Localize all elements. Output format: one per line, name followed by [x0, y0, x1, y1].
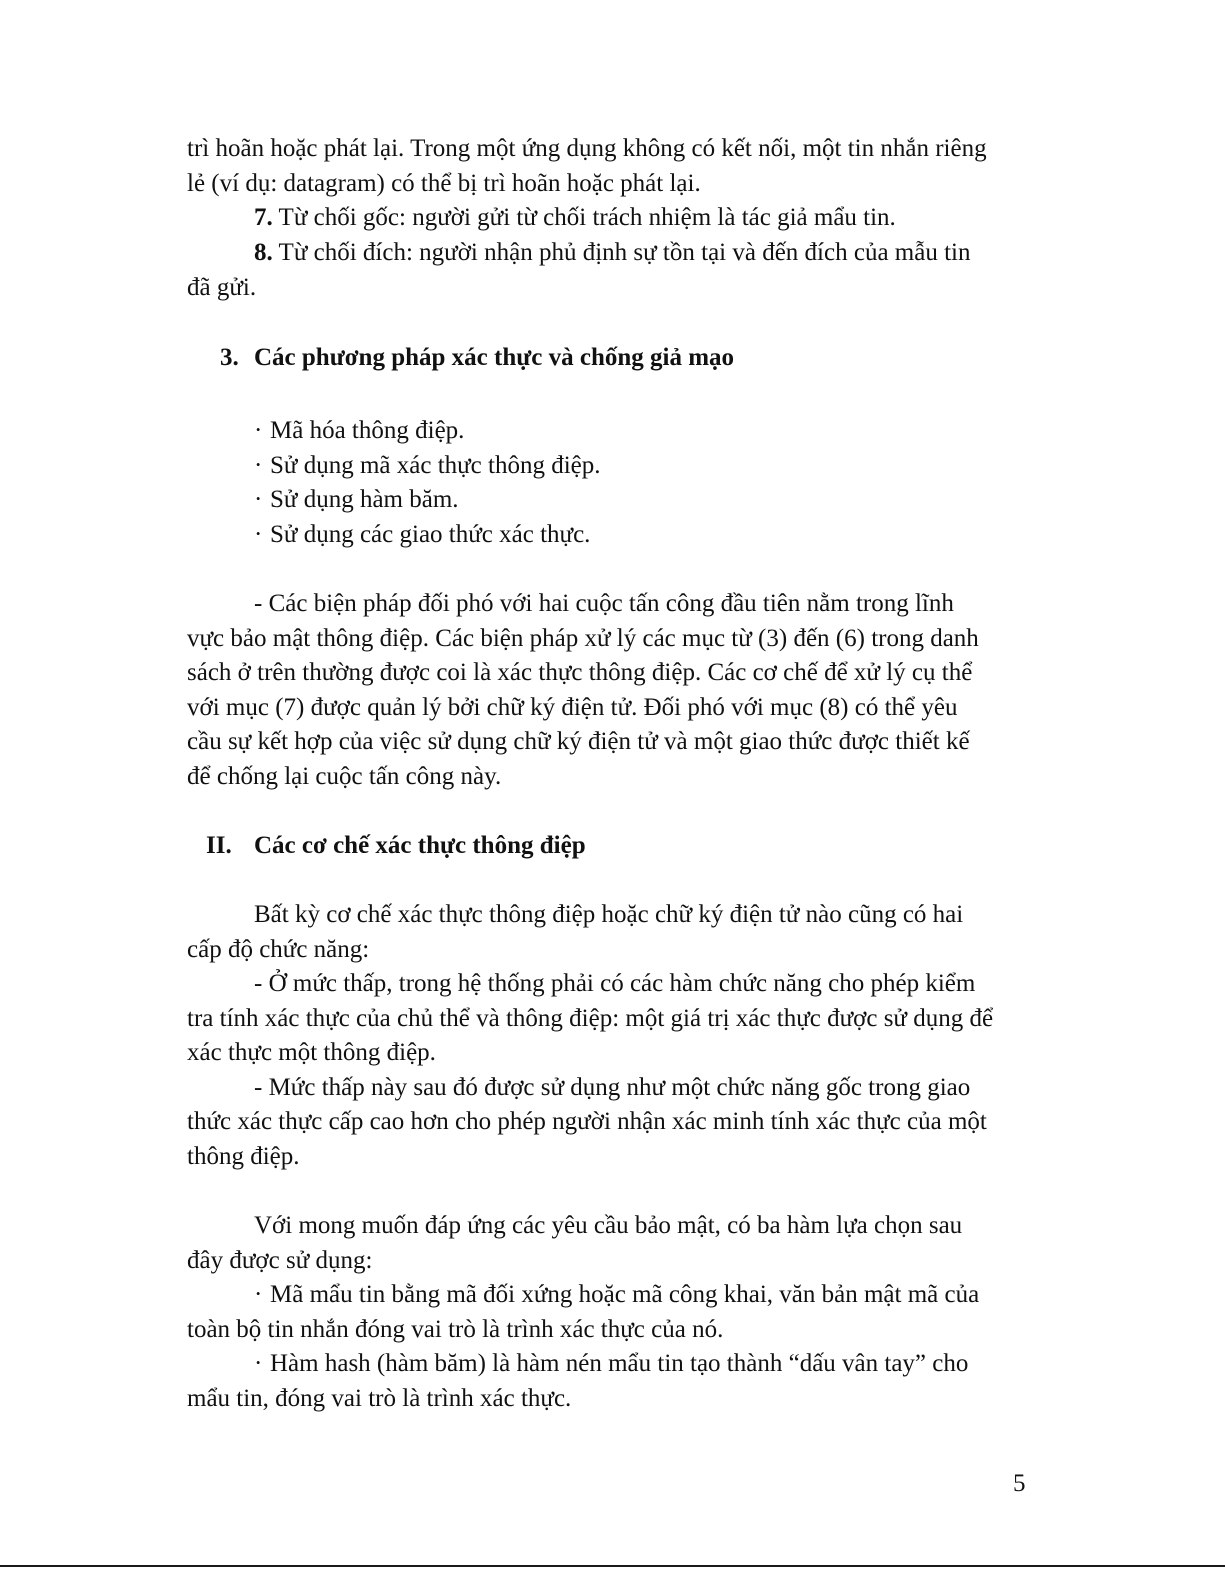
list-item-7: [254, 201, 896, 235]
bullet-item: [254, 414, 464, 448]
hash-bullet-line-2: mẩu tin, đóng vai trò là trình xác thực.: [187, 1385, 572, 1412]
hash-bullet-text: Hàm hash (hàm băm) là hàm nén mẩu tin tạo thành “dấu vân tay” cho: [270, 1350, 969, 1377]
high-level-paragraph-line: thức xác thực cấp cao hơn cho phép người nhận xác minh tính xác thực của một: [187, 1108, 987, 1135]
encryption-bullet-line-2: toàn bộ tin nhắn đóng vai trò là trình xác thực của nó.: [187, 1316, 724, 1343]
security-requirements-paragraph-line: đây được sử dụng:: [187, 1247, 373, 1274]
item-8-number: 8.: [254, 239, 273, 266]
countermeasure-paragraph-line: cầu sự kết hợp của việc sử dụng chữ ký điện tử và một giao thức được thiết kế: [187, 728, 970, 755]
bullet-item: [254, 483, 459, 517]
security-requirements-paragraph-line: Với mong muốn đáp ứng các yêu cầu bảo mật, có ba hàm lựa chọn sau: [254, 1212, 963, 1239]
section-ii-title: Các cơ chế xác thực thông điệp: [254, 832, 586, 859]
countermeasure-paragraph-line: vực bảo mật thông điệp. Các biện pháp xử lý các mục từ (3) đến (6) trong danh: [187, 625, 979, 652]
section-3-title: Các phương pháp xác thực và chống giả mạo: [254, 344, 735, 371]
countermeasure-paragraph-line: sách ở trên thường được coi là xác thực thông điệp. Các cơ chế để xử lý cụ thể: [187, 659, 973, 686]
section-ii-heading: [206, 829, 586, 863]
page-number: 5: [1013, 1470, 1026, 1497]
low-level-paragraph-line: xác thực một thông điệp.: [187, 1039, 436, 1066]
bullet-dot-icon: ·: [254, 1350, 263, 1377]
bullet-dot-icon: ·: [254, 486, 263, 513]
section-3-heading: [220, 341, 734, 375]
page-bottom-divider: [0, 1565, 1225, 1567]
bullet-dot-icon: ·: [254, 417, 263, 444]
section-3-number: 3.: [220, 344, 239, 371]
countermeasure-paragraph-line: - Các biện pháp đối phó với hai cuộc tấn công đầu tiên nằm trong lĩnh: [254, 590, 954, 617]
item-7-number: 7.: [254, 204, 273, 231]
bullet-text: Sử dụng mã xác thực thông điệp.: [270, 452, 601, 479]
high-level-paragraph-line: thông điệp.: [187, 1143, 300, 1170]
bullet-item: [254, 449, 601, 483]
countermeasure-paragraph-line: để chống lại cuộc tấn công này.: [187, 763, 502, 790]
bullet-text: Sử dụng các giao thức xác thực.: [270, 521, 591, 548]
countermeasure-paragraph-line: với mục (7) được quản lý bởi chữ ký điện tử. Đối phó với mục (8) có thể yêu: [187, 694, 958, 721]
intro-line-1: trì hoãn hoặc phát lại. Trong một ứng dụng không có kết nối, một tin nhắn riêng: [187, 135, 987, 162]
section-ii-number: II.: [206, 832, 232, 859]
bullet-text: Mã hóa thông điệp.: [270, 417, 465, 444]
item-8-text-line-2: đã gửi.: [187, 274, 257, 301]
low-level-paragraph-line: tra tính xác thực của chủ thể và thông điệp: một giá trị xác thực được sử dụng để: [187, 1005, 994, 1032]
bullet-text: Sử dụng hàm băm.: [270, 486, 459, 513]
bullet-dot-icon: ·: [254, 1281, 263, 1308]
bullet-item: [254, 518, 590, 552]
encryption-bullet-text: Mã mẩu tin bằng mã đối xứng hoặc mã công khai, văn bản mật mã của: [270, 1281, 980, 1308]
bullet-dot-icon: ·: [254, 521, 263, 548]
list-item-8: [254, 236, 970, 270]
item-8-text-line-1: Từ chối đích: người nhận phủ định sự tồn tại và đến đích của mẫu tin: [272, 239, 971, 266]
encryption-bullet-line: [254, 1278, 979, 1312]
hash-bullet-line: [254, 1347, 968, 1381]
low-level-paragraph-line: - Ở mức thấp, trong hệ thống phải có các hàm chức năng cho phép kiểm: [254, 970, 976, 997]
mechanism-paragraph-line: Bất kỳ cơ chế xác thực thông điệp hoặc chữ ký điện tử nào cũng có hai: [254, 901, 964, 928]
high-level-paragraph-line: - Mức thấp này sau đó được sử dụng như một chức năng gốc trong giao: [254, 1074, 971, 1101]
intro-line-2: lẻ (ví dụ: datagram) có thể bị trì hoãn hoặc phát lại.: [187, 170, 701, 197]
item-7-text: Từ chối gốc: người gửi từ chối trách nhiệm là tác giả mẩu tin.: [272, 204, 896, 231]
mechanism-paragraph-line: cấp độ chức năng:: [187, 936, 370, 963]
bullet-dot-icon: ·: [254, 452, 263, 479]
